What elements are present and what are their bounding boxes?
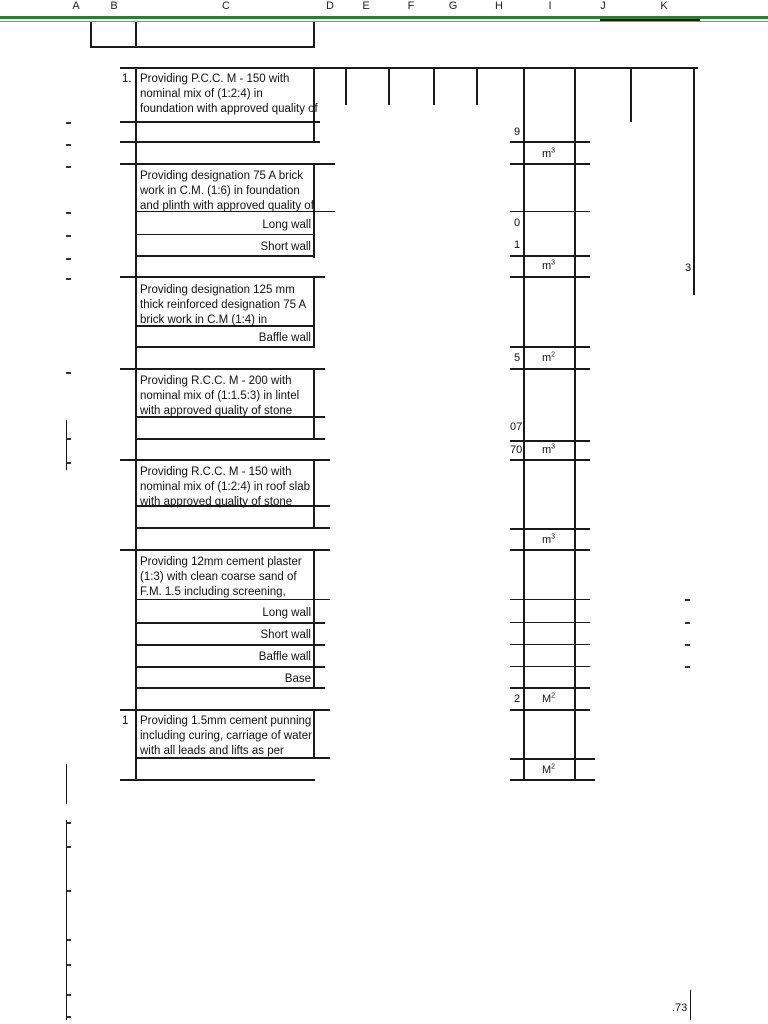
quantity-fragment: 2	[514, 693, 521, 705]
item-description-line: and plinth with approved quality of	[140, 200, 314, 212]
item-description-line: Providing R.C.C. M - 200 with	[140, 375, 292, 387]
column-header-f[interactable]: F	[407, 0, 415, 12]
column-header-g[interactable]: G	[448, 0, 458, 12]
unit-label: $m^2$	[542, 351, 556, 364]
subitem-long-wall: Long wall	[262, 607, 311, 619]
item-serial: 1.	[122, 73, 132, 85]
header-divider-secondary	[0, 21, 768, 22]
column-header-b[interactable]: B	[110, 0, 118, 12]
item-description-line: foundation with approved quality of	[140, 103, 318, 115]
unit-label: $M^2$	[542, 692, 556, 705]
item-description-line: nominal mix of (1:2:4) in roof slab	[140, 481, 311, 493]
subitem-short-wall: Short wall	[260, 629, 311, 641]
column-header-h[interactable]: H	[495, 0, 503, 12]
subitem-baffle-wall: Baffle wall	[258, 332, 311, 344]
column-header-i[interactable]: I	[548, 0, 552, 12]
column-header-k[interactable]: K	[660, 0, 668, 12]
item-description-line: nominal mix of (1:1.5:3) in lintel	[140, 390, 300, 402]
page-corner-fragment: .73	[672, 1002, 688, 1014]
unit-label: $m^3$	[542, 533, 556, 546]
item-description-line: brick work in C.M (1:4) in	[140, 314, 268, 326]
item-description-line: F.M. 1.5 including screening,	[140, 586, 286, 598]
item-description-line: Providing designation 125 mm	[140, 284, 295, 296]
item-description-line: Providing R.C.C. M - 150 with	[140, 466, 292, 478]
item-serial: 1	[122, 715, 129, 727]
item-description-line: with approved quality of stone	[140, 405, 293, 417]
quantity-fragment: 5	[514, 352, 521, 364]
subitem-long-wall: Long wall	[262, 219, 311, 231]
item-description-line: Providing 1.5mm cement punning	[140, 715, 312, 727]
quantity-fragment: 9	[514, 126, 521, 138]
unit-label: $m^3$	[542, 443, 556, 456]
item-description-line: with all leads and lifts as per	[140, 745, 284, 757]
quantity-fragment: 1	[514, 239, 521, 251]
subitem-short-wall: Short wall	[260, 241, 311, 253]
column-k-fragment: 3	[685, 262, 692, 274]
column-header-a[interactable]: A	[72, 0, 80, 12]
item-description-line: nominal mix of (1:2:4) in	[140, 88, 263, 100]
item-description-line: including curing, carriage of water	[140, 730, 312, 742]
item-description-line: Providing designation 75 A brick	[140, 170, 304, 182]
column-header-e[interactable]: E	[362, 0, 370, 12]
quantity-fragment: 07	[510, 421, 523, 433]
unit-label: $m^3$	[542, 147, 556, 160]
item-description-line: Providing 12mm cement plaster	[140, 556, 302, 568]
column-header-c[interactable]: C	[222, 0, 230, 12]
item-description-line: work in C.M. (1:6) in foundation	[140, 185, 300, 197]
column-header-d[interactable]: D	[326, 0, 334, 12]
subitem-baffle-wall: Baffle wall	[258, 651, 311, 663]
item-description-line: (1:3) with clean coarse sand of	[140, 571, 297, 583]
unit-label: $m^3$	[542, 259, 556, 272]
subitem-base: Base	[284, 673, 311, 685]
quantity-fragment: 0	[514, 217, 521, 229]
unit-label: $M^2$	[542, 763, 556, 776]
column-header-j[interactable]: J	[600, 0, 606, 12]
quantity-fragment: 70	[510, 444, 523, 456]
item-description-line: thick reinforced designation 75 A	[140, 299, 307, 311]
item-description-line: with approved quality of stone	[140, 496, 293, 508]
item-description-line: Providing P.C.C. M - 150 with	[140, 73, 290, 85]
